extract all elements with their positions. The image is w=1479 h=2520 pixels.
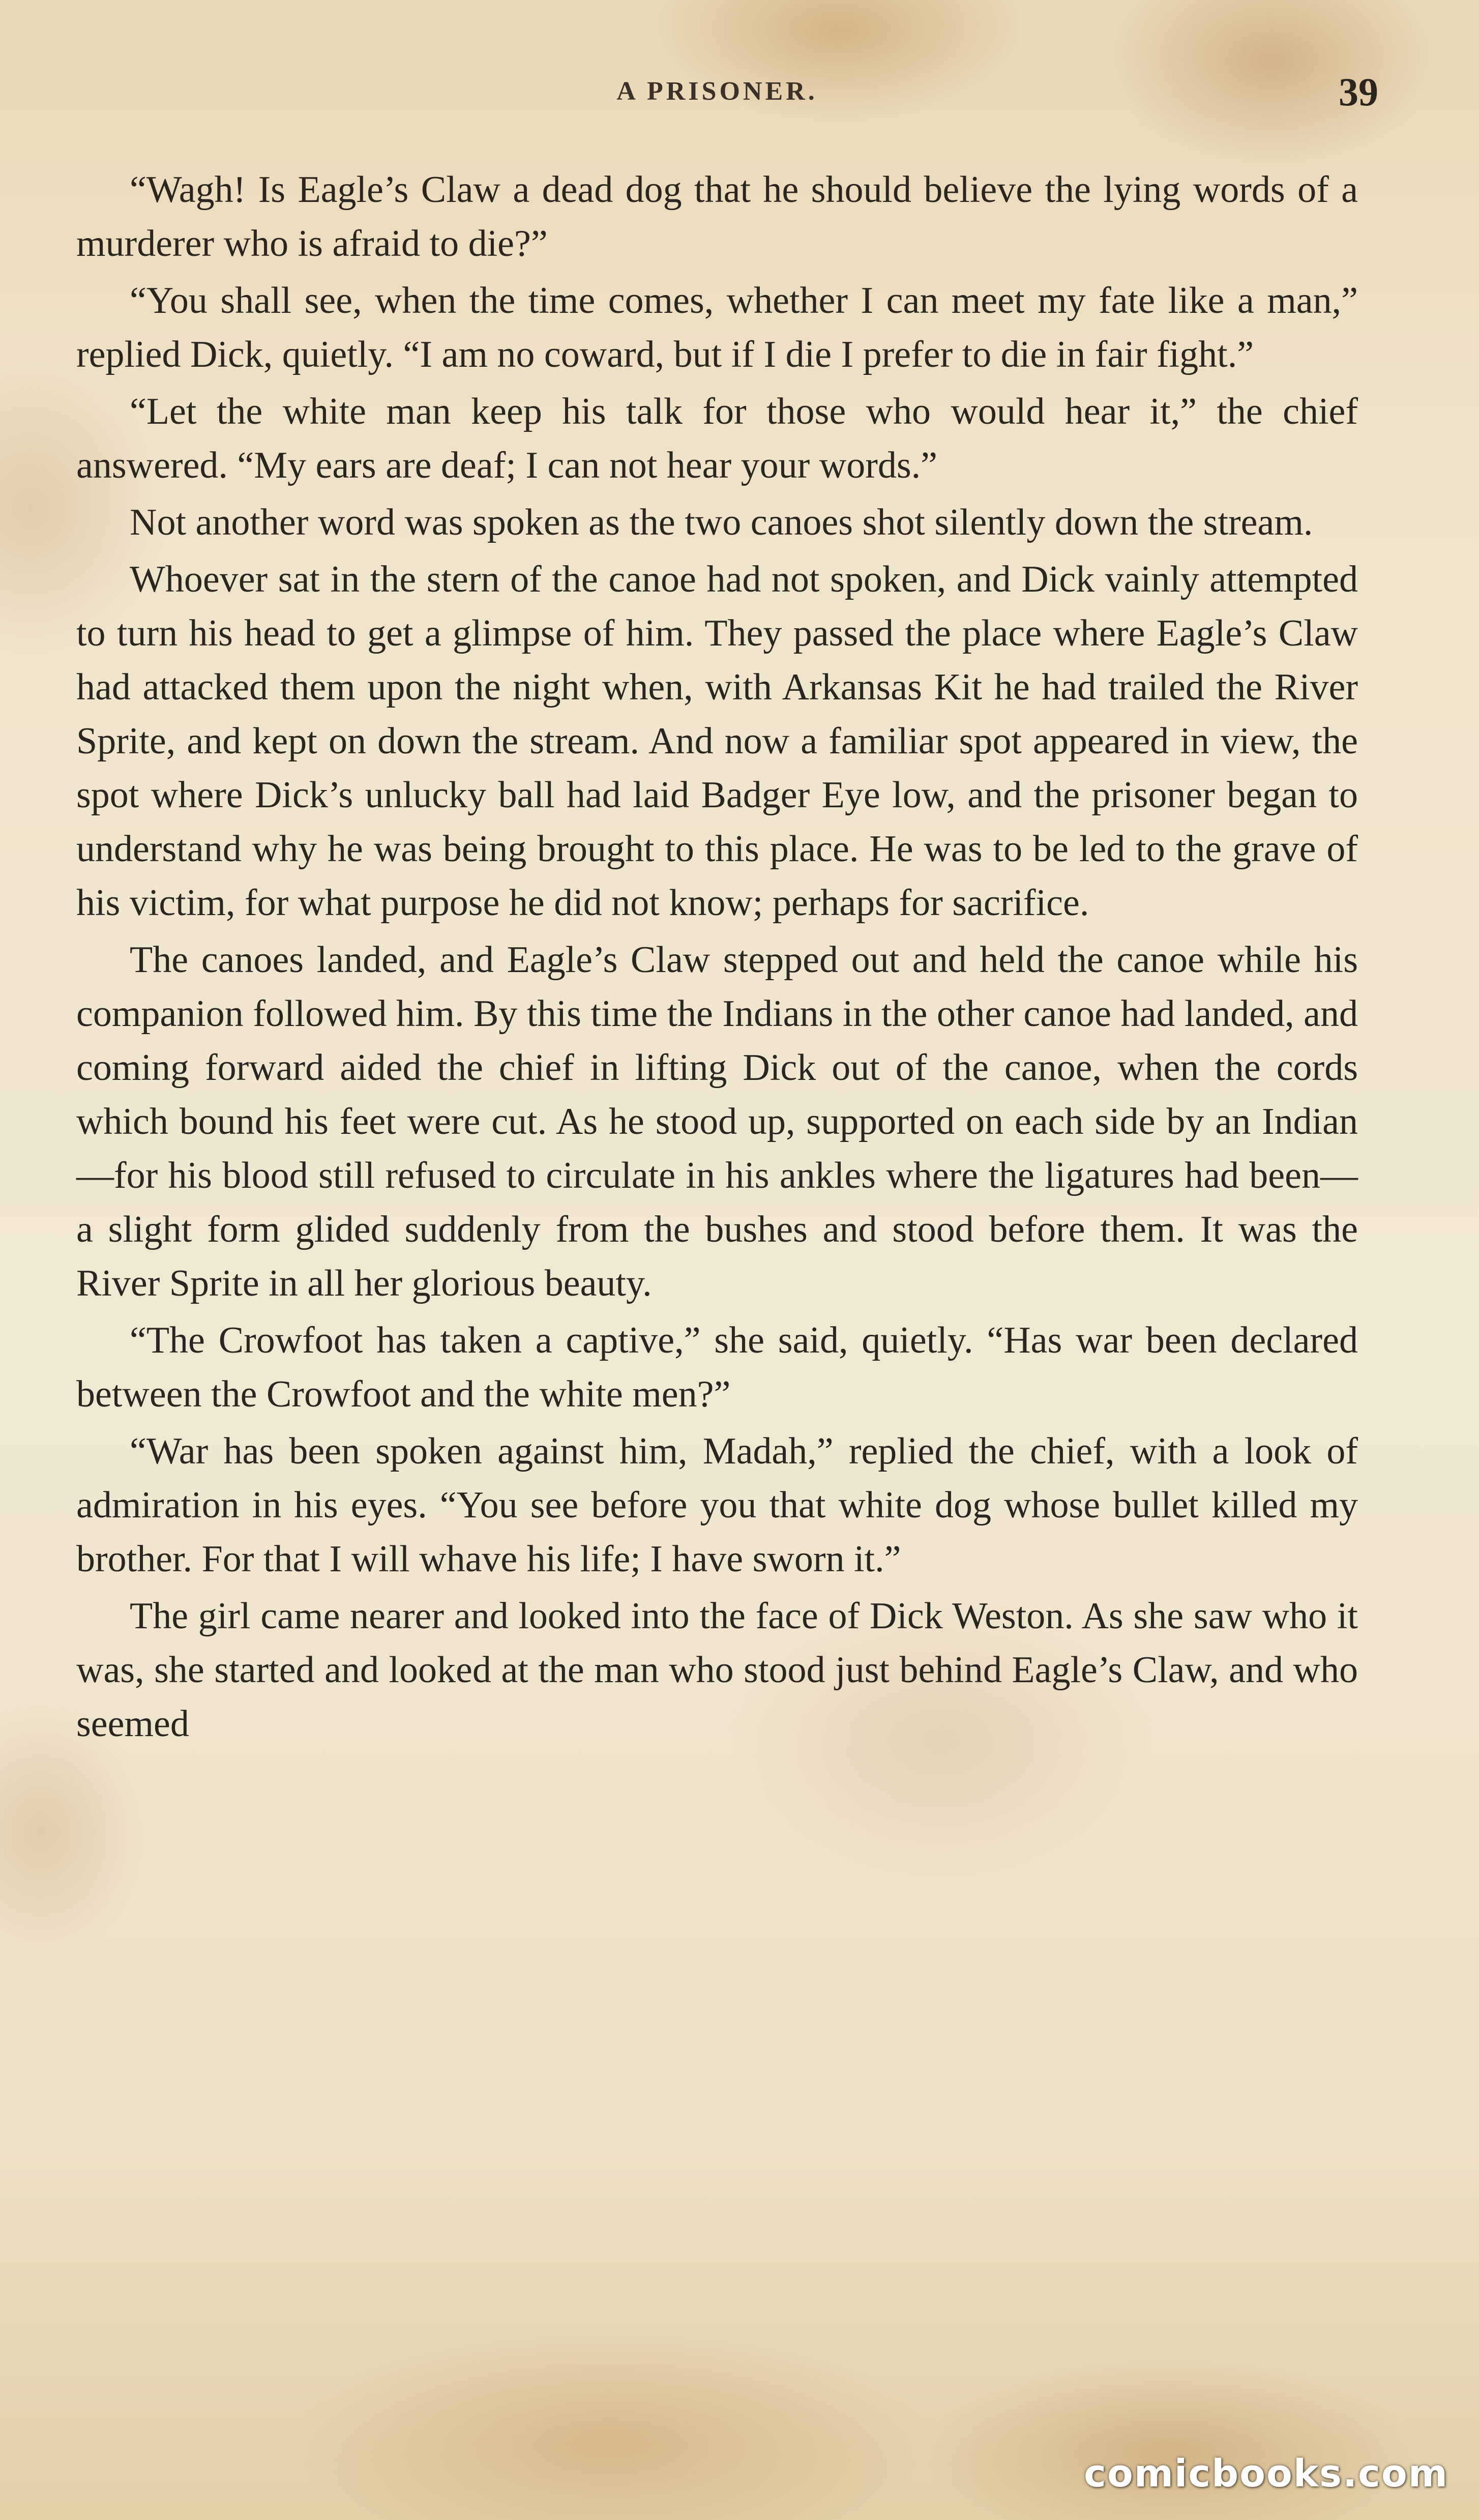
paragraph: “War has been spoken against him, Madah,” replied the chief, with a look of admiration in his eyes. “You see before you that white dog whose bullet killed my brother. For that I will whave his life; I have sworn it.” bbox=[76, 1430, 1358, 1580]
paragraph: Whoever sat in the stern of the canoe had not spoken, and Dick vainly attempted to turn his head to get a glimpse of him. They passed the place where Eagle’s Claw had attacked them upon the night when, with Arkansas Kit he had trailed the River Sprite, and kept on down the stream. And now a familiar spot appeared in view, the spot where Dick’s unlucky ball had laid Badger Eye low, and the prisoner began to understand why he was being brought to this place. He was to be led to the grave of his victim, for what purpose he did not know; perhaps for sacrifice. bbox=[76, 559, 1358, 924]
paragraph: The girl came nearer and looked into the face of Dick Weston. As she saw who it was, she started and looked at the man who stood just behind Eagle’s Claw, and who seemed bbox=[76, 1595, 1358, 1745]
body-text bbox=[76, 163, 1358, 1754]
page-header bbox=[76, 70, 1378, 122]
page-number: 39 bbox=[1339, 70, 1378, 114]
paragraph: Not another word was spoken as the two canoes shot silently down the stream. bbox=[130, 502, 1313, 543]
paragraph: “You shall see, when the time comes, whether I can meet my fate like a man,” replied Dick, quietly. “I am no coward, but if I die I prefer to die in fair fight.” bbox=[76, 280, 1358, 375]
paragraph: The canoes landed, and Eagle’s Claw stepped out and held the canoe while his companion followed him. By this time the Indians in the other canoe had landed, and coming forward aided the chief in lifting Dick out of the canoe, when the cords which bound his feet were cut. As he stood up, supported on each side by an Indian—for his blood still refused to circulate in his ankles where the ligatures had been—a slight form glided suddenly from the bushes and stood before them. It was the River Sprite in all her glorious beauty. bbox=[76, 939, 1358, 1304]
paragraph: “Let the white man keep his talk for those who would hear it,” the chief answered. “My ears are deaf; I can not hear your words.” bbox=[76, 391, 1358, 486]
running-head: A PRISONER. bbox=[616, 77, 818, 106]
paragraph: “The Crowfoot has taken a captive,” she said, quietly. “Has war been declared between the Crowfoot and the white men?” bbox=[76, 1320, 1358, 1415]
paragraph: “Wagh! Is Eagle’s Claw a dead dog that he should believe the lying words of a murderer who is afraid to die?” bbox=[76, 169, 1358, 265]
watermark: comicbooks.com bbox=[1084, 2452, 1448, 2496]
